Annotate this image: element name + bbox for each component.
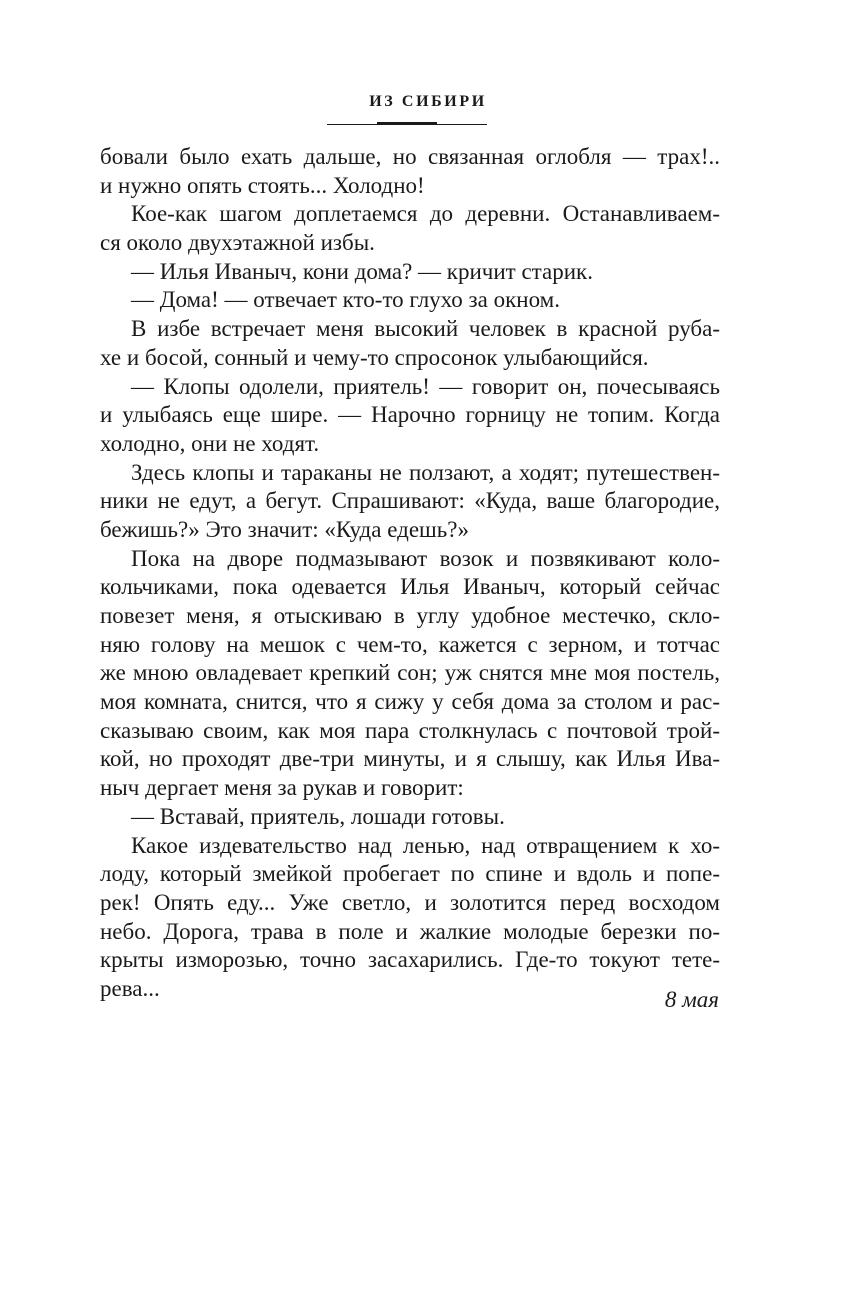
text-line: ныч дергает меня за рукав и говорит: [100, 775, 464, 801]
text-line: и улыбаясь еще шире. — Нарочно горницу не топим. Когда [100, 402, 720, 428]
text-line: же мною овладевает крепкий сон; уж снятся мне моя постель, [100, 660, 720, 686]
text-line: хе и босой, сонный и чему-то спросонок улыбающийся. [100, 344, 649, 370]
text-line: и нужно опять стоять... Холодно! [100, 172, 425, 198]
text-line: ники не едут, а бегут. Спрашивают: «Куда, ваше благородие, [100, 488, 720, 514]
text-line: крыты изморозью, точно засахарились. Где-то токуют тете- [100, 947, 720, 973]
text-line: лоду, который змейкой пробегает по спине и вдоль и попе- [100, 861, 720, 887]
text-line: рек! Опять еду... Уже светло, и золотится перед восходом [100, 889, 720, 915]
body-text [100, 143, 720, 1004]
text-line: Пока на дворе подмазывают возок и позвякивают коло- [131, 545, 720, 571]
text-line: — Дома! — отвечает кто-то глухо за окном. [131, 287, 560, 313]
text-line: Какое издевательство над ленью, над отвращением к хо- [131, 832, 720, 858]
text-line: кой, но проходят две-три минуты, и я слышу, как Илья Ива- [100, 746, 720, 772]
text-line: бовали было ехать дальше, но связанная оглобля — трах!.. [100, 144, 720, 169]
text-line: В избе встречает меня высокий человек в красной руба- [131, 316, 720, 342]
text-line: — Вставай, приятель, лошади готовы. [131, 803, 505, 829]
running-head-title: ИЗ СИБИРИ [369, 93, 487, 110]
text-line: рева... [100, 975, 160, 1001]
text-line: холодно, они не ходят. [100, 430, 320, 456]
text-line: бежишь?» Это значит: «Куда едешь?» [100, 516, 469, 542]
dateline: 8 мая [664, 987, 719, 1012]
text-line: сказываю своим, как моя пара столкнулась с почтовой трой- [100, 717, 720, 743]
header-rule-thick [377, 122, 437, 125]
text-line: небо. Дорога, трава в поле и жалкие молодые березки по- [100, 918, 720, 944]
text-line: ся около двухэтажной избы. [100, 230, 375, 256]
text-line: Здесь клопы и тараканы не ползают, а ходят; путешествен- [131, 459, 720, 485]
text-line: — Клопы одолели, приятель! — говорит он, почесываясь [131, 373, 720, 399]
text-line: Кое-как шагом доплетаемся до деревни. Останавливаем- [131, 201, 720, 227]
text-line: — Илья Иваныч, кони дома? — кричит старик. [131, 258, 593, 284]
text-line: няю голову на мешок с чем-то, кажется с зерном, и тотчас [100, 631, 720, 657]
text-line: моя комната, снится, что я сижу у себя дома за столом и рас- [100, 689, 720, 715]
text-line: кольчиками, пока одевается Илья Иваныч, который сейчас [100, 574, 720, 600]
text-line: повезет меня, я отыскиваю в углу удобное местечко, скло- [100, 603, 720, 628]
